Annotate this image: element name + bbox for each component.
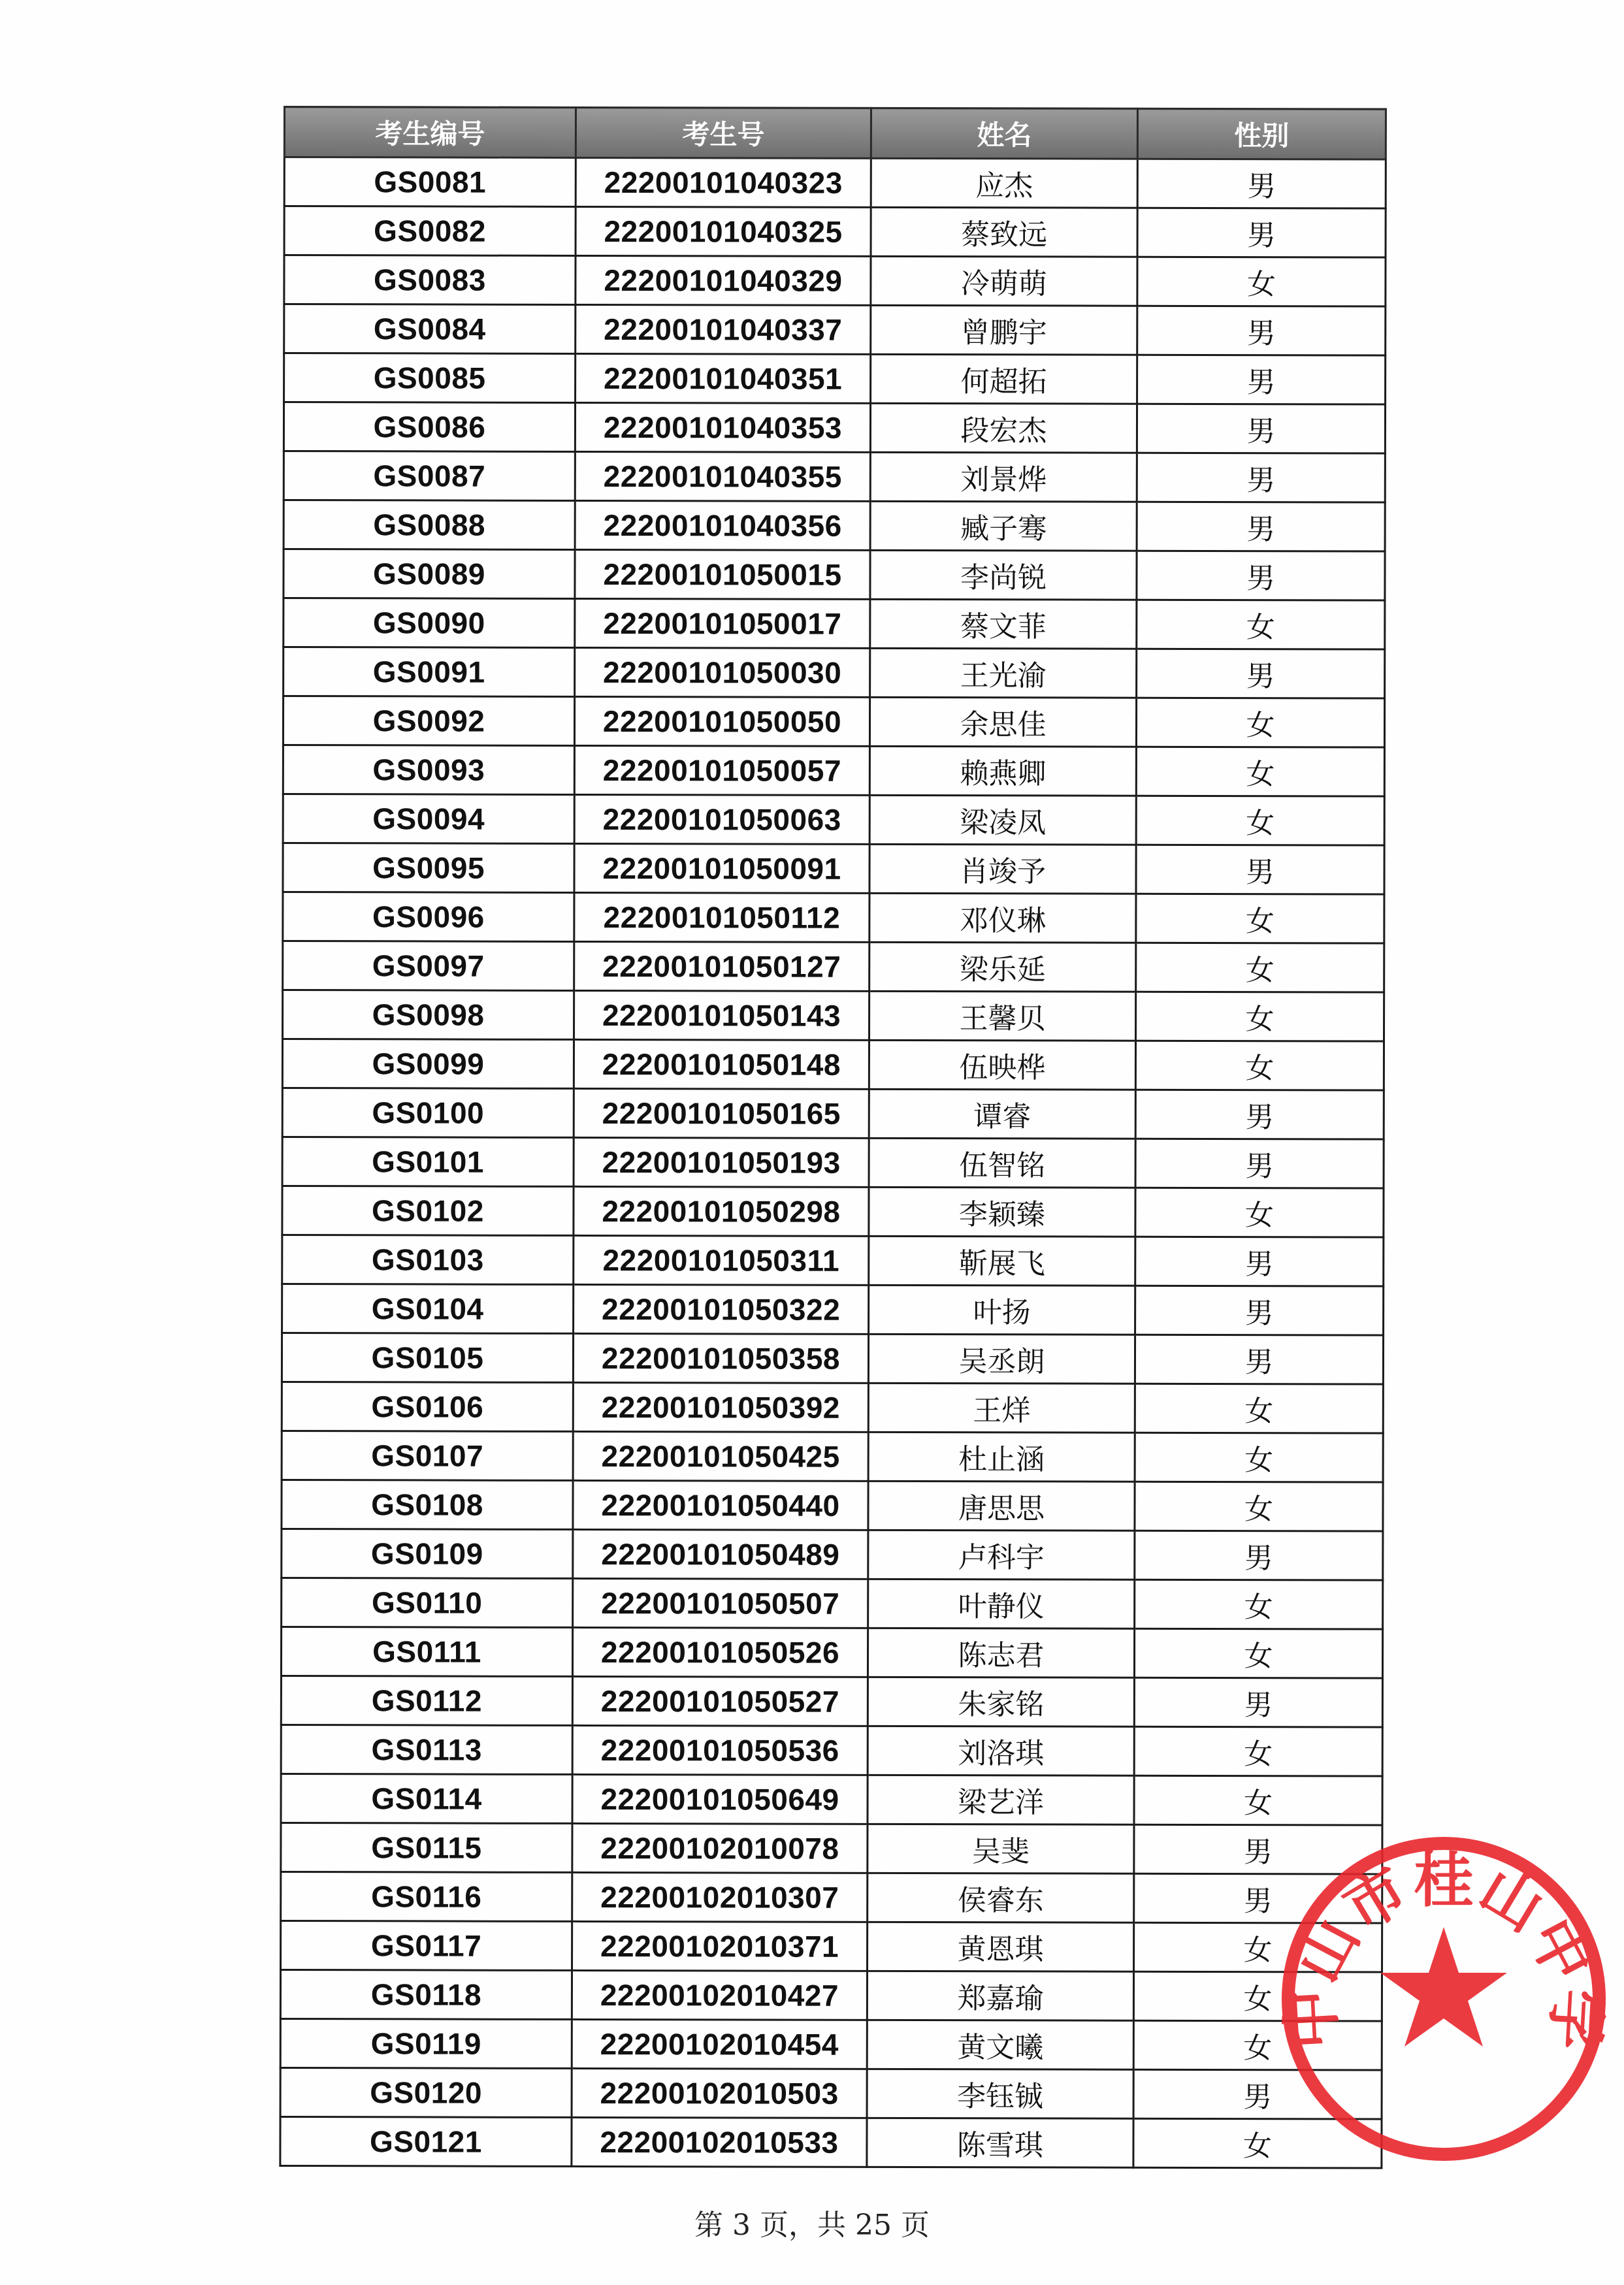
- table-row: [282, 1529, 1383, 1580]
- cell-name: 梁乐延: [869, 942, 1136, 992]
- cell-name: 靳展飞: [869, 1236, 1135, 1286]
- cell-exam-number: 22200101040323: [576, 157, 871, 207]
- cell-candidate-code: GS0113: [281, 1725, 572, 1774]
- cell-name: 蔡文菲: [870, 599, 1137, 649]
- cell-exam-number: 22200102010533: [572, 2117, 867, 2167]
- cell-name: 王馨贝: [869, 991, 1136, 1041]
- table-body: [280, 157, 1386, 2169]
- table-row: [284, 353, 1386, 405]
- cell-gender: 男: [1134, 1677, 1382, 1727]
- table-row: [282, 1088, 1384, 1139]
- cell-candidate-code: GS0121: [280, 2116, 572, 2166]
- cell-candidate-code: GS0104: [282, 1284, 574, 1333]
- cell-candidate-code: GS0091: [284, 647, 575, 697]
- cell-exam-number: 22200102010307: [572, 1872, 868, 1922]
- cell-gender: 女: [1135, 1041, 1384, 1090]
- table-row: [283, 892, 1384, 944]
- cell-gender: 女: [1137, 257, 1386, 306]
- star-icon: [1380, 1927, 1507, 2047]
- cell-exam-number: 22200101050440: [573, 1480, 868, 1530]
- cell-name: 陈雪琪: [867, 2118, 1133, 2167]
- cell-name: 杜止涵: [868, 1432, 1135, 1482]
- cell-candidate-code: GS0096: [283, 892, 574, 942]
- table-row: [280, 1969, 1382, 2021]
- table-row: [282, 1235, 1384, 1286]
- cell-exam-number: 22200101040353: [575, 402, 870, 452]
- cell-name: 李钰铖: [867, 2069, 1133, 2118]
- table-row: [280, 2018, 1382, 2070]
- cell-candidate-code: GS0118: [280, 1969, 572, 2019]
- table-row: [282, 1431, 1383, 1482]
- cell-gender: 女: [1135, 1482, 1383, 1531]
- student-roster-table: [279, 106, 1387, 2169]
- cell-name: 黄恩琪: [868, 1922, 1134, 1971]
- cell-candidate-code: GS0107: [282, 1431, 573, 1480]
- cell-exam-number: 22200101050489: [573, 1529, 868, 1579]
- cell-name: 梁凌凤: [869, 795, 1136, 845]
- cell-exam-number: 22200101040355: [575, 451, 870, 501]
- cell-name: 余思佳: [869, 697, 1136, 747]
- cell-gender: 女: [1136, 796, 1384, 845]
- svg-text:中山市桂山中学: 中山市桂山中学: [1275, 1845, 1612, 2052]
- table-row: [283, 990, 1384, 1042]
- cell-gender: 女: [1134, 1629, 1382, 1678]
- cell-name: 邓仪琳: [869, 893, 1136, 943]
- cell-name: 赖燕卿: [869, 746, 1136, 796]
- cell-candidate-code: GS0085: [284, 353, 576, 403]
- cell-gender: 女: [1136, 747, 1384, 796]
- cell-gender: 男: [1135, 1335, 1383, 1384]
- cell-name: 叶静仪: [868, 1579, 1135, 1629]
- cell-exam-number: 22200102010454: [572, 2019, 867, 2069]
- cell-candidate-code: GS0102: [282, 1186, 574, 1235]
- cell-gender: 女: [1135, 1433, 1383, 1482]
- table-row: [282, 1039, 1384, 1091]
- cell-gender: 男: [1137, 649, 1385, 698]
- cell-gender: 男: [1137, 453, 1385, 502]
- cell-gender: 男: [1137, 551, 1385, 600]
- table-row: [281, 1823, 1382, 1874]
- cell-candidate-code: GS0100: [282, 1088, 574, 1137]
- cell-exam-number: 22200101040325: [576, 206, 871, 256]
- cell-name: 曾鹏宇: [871, 305, 1137, 355]
- table-row: [284, 402, 1385, 454]
- cell-gender: 女: [1136, 992, 1384, 1041]
- table-row: [281, 1872, 1382, 1923]
- cell-exam-number: 22200101050148: [574, 1039, 869, 1089]
- table-row: [281, 1725, 1382, 1776]
- cell-candidate-code: GS0106: [282, 1382, 573, 1431]
- cell-exam-number: 22200101050017: [575, 598, 870, 648]
- cell-candidate-code: GS0081: [284, 157, 576, 207]
- cell-name: 唐思思: [868, 1481, 1135, 1531]
- cell-name: 卢科宇: [868, 1530, 1135, 1580]
- cell-candidate-code: GS0111: [281, 1627, 572, 1676]
- cell-gender: 女: [1133, 2020, 1382, 2070]
- cell-gender: 男: [1135, 1286, 1384, 1335]
- table-row: [283, 745, 1384, 797]
- cell-exam-number: 22200101050063: [574, 794, 869, 844]
- table-header-row: [284, 107, 1386, 160]
- cell-exam-number: 22200101050127: [574, 941, 869, 991]
- cell-exam-number: 22200101050358: [573, 1333, 868, 1383]
- cell-candidate-code: GS0095: [283, 843, 574, 893]
- cell-name: 谭睿: [869, 1089, 1135, 1139]
- header-candidate-code: 考生编号: [284, 107, 576, 158]
- cell-exam-number: 22200101040329: [576, 255, 871, 305]
- table-row: [284, 647, 1385, 699]
- table-row: [283, 794, 1384, 846]
- table-row: [282, 1137, 1384, 1188]
- table-row: [284, 500, 1385, 552]
- header-exam-number: 考生号: [576, 107, 871, 158]
- table-row: [284, 451, 1385, 503]
- cell-candidate-code: GS0114: [281, 1774, 572, 1823]
- cell-candidate-code: GS0110: [282, 1578, 573, 1627]
- table-row: [282, 1284, 1384, 1335]
- cell-name: 朱家铭: [868, 1677, 1134, 1726]
- cell-gender: 男: [1137, 502, 1385, 551]
- table-row: [284, 549, 1385, 601]
- cell-candidate-code: GS0109: [282, 1529, 573, 1578]
- header-name: 姓名: [871, 108, 1137, 159]
- cell-candidate-code: GS0098: [283, 990, 574, 1040]
- cell-candidate-code: GS0112: [281, 1676, 572, 1725]
- cell-gender: 女: [1134, 1726, 1382, 1776]
- cell-name: 肖竣予: [869, 844, 1136, 894]
- cell-name: 冷萌萌: [871, 256, 1137, 306]
- cell-exam-number: 22200101050165: [574, 1088, 869, 1138]
- table-row: [281, 1774, 1382, 1825]
- cell-exam-number: 22200102010371: [572, 1921, 868, 1971]
- cell-gender: 男: [1135, 1139, 1384, 1188]
- cell-candidate-code: GS0094: [283, 794, 574, 844]
- cell-candidate-code: GS0105: [282, 1333, 573, 1382]
- table-row: [284, 255, 1386, 307]
- table-row: [284, 206, 1386, 258]
- cell-candidate-code: GS0108: [282, 1480, 573, 1529]
- cell-name: 吴斐: [868, 1824, 1134, 1873]
- cell-gender: 女: [1135, 1384, 1383, 1433]
- cell-candidate-code: GS0088: [284, 500, 575, 550]
- cell-exam-number: 22200101050322: [574, 1284, 869, 1334]
- cell-gender: 男: [1135, 1237, 1384, 1286]
- cell-exam-number: 22200101050030: [575, 647, 870, 697]
- cell-name: 叶扬: [869, 1285, 1135, 1335]
- cell-gender: 女: [1136, 698, 1384, 747]
- table-row: [280, 2116, 1382, 2168]
- cell-candidate-code: GS0101: [282, 1137, 574, 1186]
- cell-gender: 男: [1134, 1824, 1382, 1874]
- cell-gender: 女: [1136, 943, 1384, 992]
- cell-name: 李尚锐: [870, 550, 1137, 600]
- cell-name: 吴丞朗: [868, 1334, 1135, 1384]
- cell-name: 梁艺洋: [868, 1775, 1134, 1824]
- cell-name: 刘洛琪: [868, 1726, 1134, 1775]
- table-row: [284, 598, 1385, 650]
- cell-exam-number: 22200101050536: [572, 1725, 868, 1775]
- cell-exam-number: 22200101050649: [572, 1774, 868, 1824]
- cell-name: 伍映桦: [869, 1040, 1135, 1090]
- cell-gender: 女: [1133, 2118, 1382, 2168]
- cell-exam-number: 22200102010427: [572, 1970, 867, 2020]
- cell-exam-number: 22200101050015: [575, 549, 870, 599]
- table-row: [282, 1186, 1384, 1237]
- cell-exam-number: 22200101040356: [575, 500, 870, 550]
- cell-candidate-code: GS0117: [281, 1920, 572, 1970]
- cell-gender: 男: [1137, 404, 1385, 453]
- cell-gender: 男: [1133, 2069, 1382, 2119]
- cell-candidate-code: GS0092: [283, 696, 574, 746]
- cell-candidate-code: GS0089: [284, 549, 575, 599]
- cell-gender: 男: [1137, 306, 1386, 355]
- table-row: [284, 304, 1386, 356]
- cell-name: 王光渝: [870, 648, 1137, 698]
- cell-candidate-code: GS0120: [280, 2067, 572, 2117]
- cell-exam-number: 22200101050526: [572, 1627, 868, 1677]
- table-row: [283, 696, 1384, 748]
- cell-gender: 女: [1135, 1580, 1383, 1629]
- cell-exam-number: 22200101050527: [572, 1676, 868, 1726]
- cell-candidate-code: GS0099: [282, 1039, 574, 1089]
- cell-gender: 女: [1136, 894, 1384, 943]
- cell-gender: 男: [1135, 1090, 1384, 1139]
- table-row: [283, 843, 1384, 895]
- table-row: [284, 157, 1386, 209]
- cell-exam-number: 22200102010078: [572, 1823, 868, 1873]
- cell-gender: 男: [1136, 845, 1384, 894]
- header-gender: 性别: [1137, 108, 1386, 159]
- table-row: [281, 1920, 1382, 1972]
- table-row: [282, 1333, 1383, 1384]
- cell-candidate-code: GS0093: [283, 745, 574, 795]
- cell-candidate-code: GS0082: [284, 206, 576, 256]
- cell-exam-number: 22200101050112: [574, 892, 869, 942]
- cell-name: 臧子骞: [870, 501, 1137, 551]
- cell-exam-number: 22200101050193: [574, 1137, 869, 1187]
- cell-gender: 男: [1135, 1531, 1383, 1580]
- cell-name: 应杰: [871, 158, 1137, 208]
- cell-gender: 女: [1137, 600, 1385, 649]
- cell-name: 段宏杰: [870, 403, 1137, 453]
- cell-name: 陈志君: [868, 1628, 1134, 1677]
- cell-candidate-code: GS0115: [281, 1823, 572, 1872]
- cell-name: 伍智铭: [869, 1138, 1135, 1188]
- cell-candidate-code: GS0084: [284, 304, 576, 354]
- cell-name: 王烊: [868, 1383, 1135, 1433]
- cell-candidate-code: GS0097: [283, 941, 574, 991]
- cell-exam-number: 22200101050050: [574, 696, 869, 746]
- cell-candidate-code: GS0116: [281, 1872, 572, 1921]
- table-row: [280, 2067, 1382, 2119]
- cell-gender: 女: [1134, 1775, 1382, 1825]
- cell-exam-number: 22200101050392: [573, 1382, 868, 1432]
- cell-name: 侯睿东: [868, 1873, 1134, 1922]
- table-row: [281, 1676, 1382, 1727]
- cell-name: 郑嘉瑜: [867, 1971, 1133, 2020]
- cell-name: 李颖臻: [869, 1187, 1135, 1237]
- cell-exam-number: 22200101040351: [576, 353, 871, 403]
- cell-candidate-code: GS0083: [284, 255, 576, 305]
- cell-gender: 女: [1133, 1971, 1382, 2021]
- table-row: [283, 941, 1384, 993]
- cell-name: 刘景烨: [870, 452, 1137, 502]
- cell-candidate-code: GS0087: [284, 451, 575, 501]
- cell-exam-number: 22200102010503: [572, 2068, 867, 2118]
- cell-name: 何超拓: [871, 354, 1137, 404]
- cell-candidate-code: GS0086: [284, 402, 575, 452]
- cell-gender: 女: [1135, 1188, 1384, 1237]
- cell-exam-number: 22200101050057: [574, 745, 869, 795]
- table-row: [281, 1627, 1382, 1678]
- cell-exam-number: 22200101050425: [573, 1431, 868, 1481]
- cell-gender: 男: [1137, 159, 1386, 208]
- cell-gender: 女: [1134, 1922, 1382, 1972]
- table-row: [282, 1480, 1383, 1531]
- cell-name: 蔡致远: [871, 207, 1137, 257]
- page-number: 第 3 页，共 25 页: [694, 2209, 930, 2242]
- cell-exam-number: 22200101050143: [574, 990, 869, 1040]
- cell-gender: 男: [1134, 1873, 1382, 1923]
- cell-candidate-code: GS0119: [280, 2018, 572, 2068]
- cell-exam-number: 22200101050507: [573, 1578, 868, 1628]
- school-seal-stamp: [1274, 1829, 1614, 2169]
- cell-exam-number: 22200101050091: [574, 843, 869, 893]
- cell-exam-number: 22200101040337: [576, 304, 871, 354]
- cell-candidate-code: GS0103: [282, 1235, 574, 1284]
- cell-exam-number: 22200101050311: [574, 1235, 869, 1285]
- cell-gender: 男: [1137, 355, 1386, 404]
- table-row: [282, 1578, 1383, 1629]
- table-row: [282, 1382, 1383, 1433]
- cell-gender: 男: [1137, 208, 1386, 257]
- cell-name: 黄文曦: [867, 2020, 1133, 2069]
- cell-candidate-code: GS0090: [284, 598, 575, 648]
- cell-exam-number: 22200101050298: [574, 1186, 869, 1236]
